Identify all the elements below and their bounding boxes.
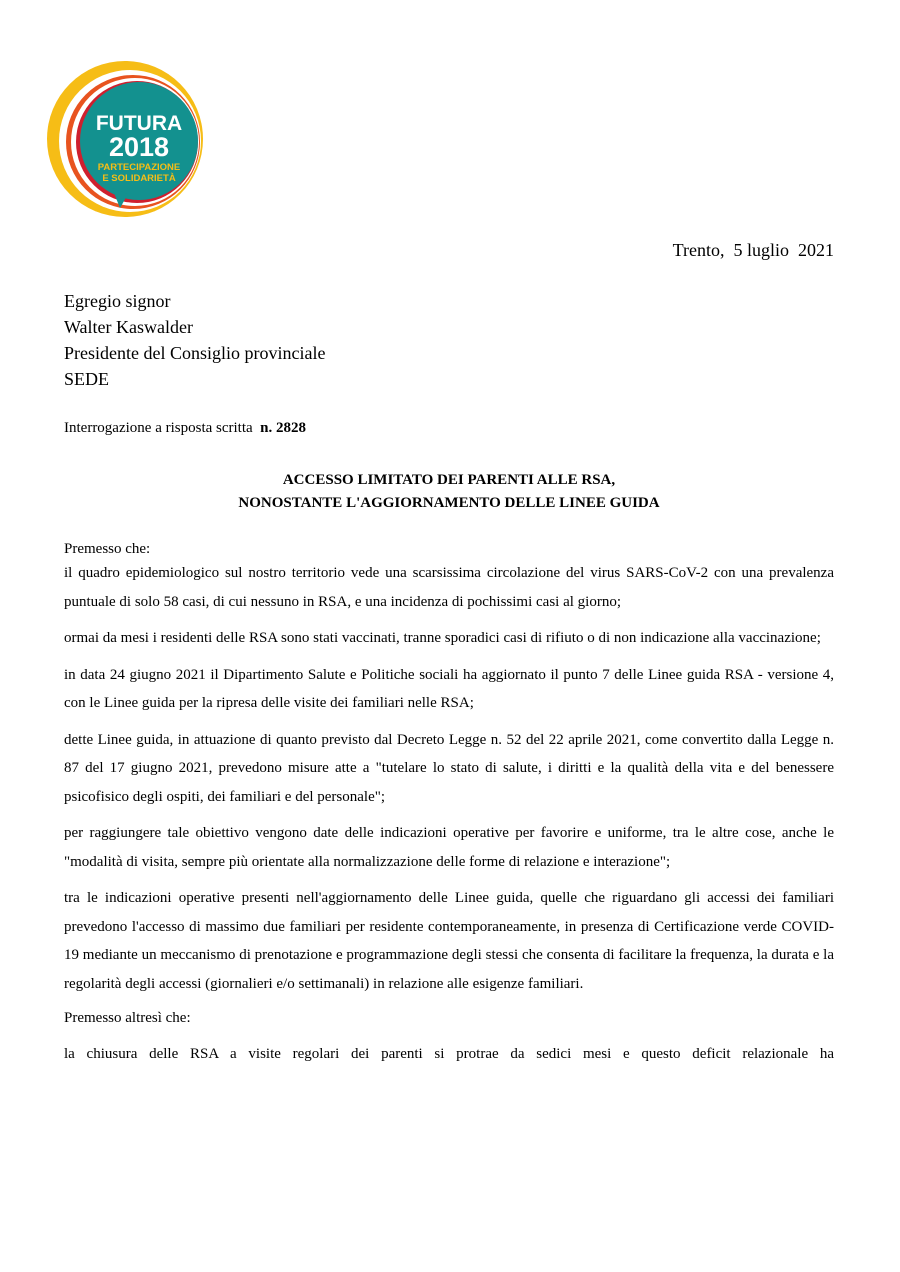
recipient-location: SEDE: [64, 369, 109, 389]
logo-tagline-1: PARTECIPAZIONE: [97, 162, 181, 173]
paragraph-2: ormai da mesi i residenti delle RSA sono stati vaccinati, tranne sporadici casi di rifiuto o di non indicazione alla vaccinazione;: [64, 630, 821, 646]
logo-word-futura: FUTURA: [95, 112, 183, 135]
paragraph-4: dette Linee guida, in attuazione di quanto previsto dal Decreto Legge n. 52 del 22 aprile 2021, come convertito dalla Legge n. 87 del 17 giugno 2021, prevedono misure atte a "tutelare lo stato di salute, i diritti e la qualità della vita e del benessere psicofisico degli ospiti, dei familiari e del personale";: [64, 731, 834, 805]
premise-label: Premesso che:: [64, 541, 151, 557]
premise-2-label: Premesso altresì che:: [64, 1010, 191, 1026]
logo-year: 2018: [108, 132, 170, 162]
letter-date: Trento, 5 luglio 2021: [672, 240, 834, 260]
title-line-1: ACCESSO LIMITATO DEI PARENTI ALLE RSA,: [282, 472, 616, 488]
recipient-salutation: Egregio signor: [64, 291, 171, 311]
subject-prefix: Interrogazione a risposta scritta: [64, 420, 261, 436]
party-logo: [46, 60, 204, 218]
recipient-name: Walter Kaswalder: [64, 317, 193, 337]
recipient-role: Presidente del Consiglio provinciale: [64, 343, 326, 363]
interrogation-number: n. 2828: [260, 420, 307, 436]
document-title: [64, 469, 834, 515]
paragraph-5: per raggiungere tale obiettivo vengono date delle indicazioni operative per favorire e uniforme, tra le altre cose, anche le "modalità di visita, sempre più orientate alla normalizzazione delle forme di relazione e interazione";: [64, 825, 834, 870]
document-body: [64, 539, 834, 1077]
paragraph-7: la chiusura delle RSA a visite regolari dei parenti si protrae da sedici mesi e questo deficit relazionale ha: [64, 1046, 834, 1062]
subject-line: [64, 418, 306, 438]
logo-tagline-2: E SOLIDARIETÀ: [102, 173, 176, 184]
title-line-2: NONOSTANTE L'AGGIORNAMENTO DELLE LINEE GUIDA: [238, 495, 660, 511]
paragraph-3: in data 24 giugno 2021 il Dipartimento Salute e Politiche sociali ha aggiornato il punto 7 delle Linee guida RSA - versione 4, con le Linee guida per la ripresa delle visite dei familiari nelle RSA;: [64, 666, 834, 711]
paragraph-6: tra le indicazioni operative presenti nell'aggiornamento delle Linee guida, quelle che riguardano gli accessi dei familiari prevedono l'accesso di massimo due familiari per residente contemporaneamente, in presenza di Certificazione verde COVID-19 mediante un meccanismo di prenotazione e programmazione degli stessi che consenta di facilitare la frequenza, la durata e la regolarità degli accessi (giornalieri e/o settimanali) in relazione alle esigenze familiari.: [64, 890, 834, 992]
paragraph-1: il quadro epidemiologico sul nostro territorio vede una scarsissima circolazione del virus SARS-CoV-2 con una prevalenza puntuale di solo 58 casi, di cui nessuno in RSA, e una incidenza di pochissimi casi al giorno;: [64, 565, 834, 610]
recipient-block: [64, 288, 325, 392]
